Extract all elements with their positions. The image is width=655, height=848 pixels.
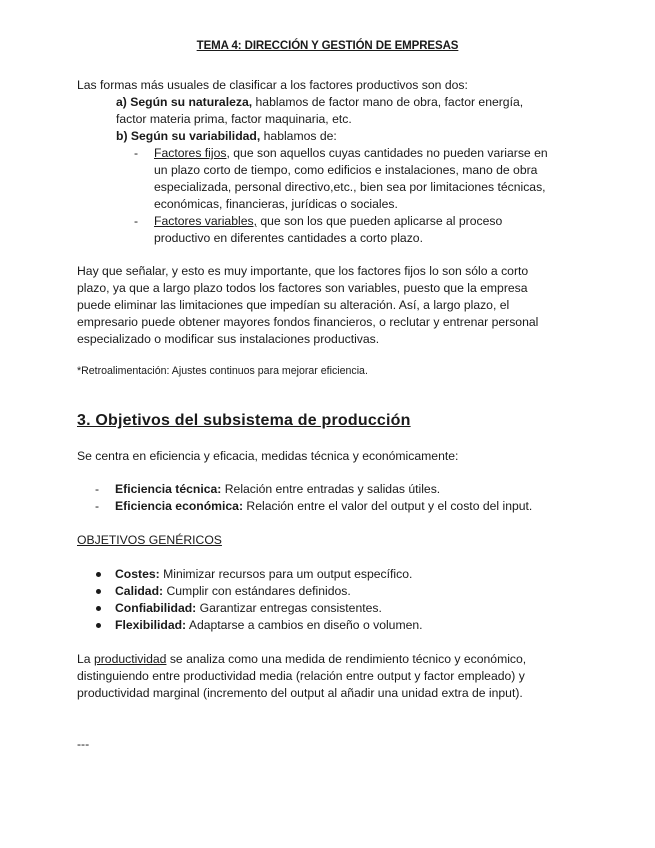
naturaleza-label: a) Según su naturaleza, — [116, 95, 253, 109]
objective-text: Cumplir con estándares definidos. — [163, 584, 351, 598]
objective-label: Flexibilidad: — [115, 618, 187, 632]
separator: --- — [77, 737, 90, 751]
factores-section — [77, 77, 577, 247]
objective-label: Costes: — [115, 567, 160, 581]
objective-label: Calidad: — [115, 584, 164, 598]
naturaleza-item — [77, 94, 577, 111]
efficiency-list — [77, 481, 577, 515]
bullet-icon — [96, 589, 101, 594]
factores-fijos-item — [77, 145, 577, 213]
naturaleza-cont: factor materia prima, factor maquinaria, etc. — [116, 112, 352, 126]
eff-label: Eficiencia técnica: — [115, 482, 222, 496]
prod-post: se analiza como una medida de rendimiento técnico y económico, — [166, 652, 527, 666]
page-title: TEMA 4: DIRECCIÓN Y GESTIÓN DE EMPRESAS — [196, 40, 459, 52]
generic-objectives-heading: OBJETIVOS GENÉRICOS — [77, 533, 222, 547]
fijos-line-1: un plazo corto de tiempo, como edificios e instalaciones, mano de obra — [154, 163, 538, 177]
factores-variables-item — [77, 213, 577, 247]
list-item — [77, 617, 577, 634]
intro-text: Las formas más usuales de clasificar a los factores productivos son dos: — [77, 78, 468, 92]
footnote: *Retroalimentación: Ajustes continuos para mejorar eficiencia. — [77, 365, 368, 377]
section-intro: Se centra en eficiencia y eficacia, medidas técnica y económicamente: — [77, 449, 459, 463]
dash-bullet: - — [134, 214, 139, 228]
para2-line: Hay que señalar, y esto es muy importante, que los factores fijos lo son sólo a corto — [77, 264, 529, 278]
para2-line: plazo, ya que a largo plazo todos los factores son variables, puesto que la empresa — [77, 281, 528, 295]
para2-line: puede eliminar las limitaciones que impedían su alteración. Así, a largo plazo, el — [77, 298, 510, 312]
variabilidad-text: hablamos de: — [260, 129, 337, 143]
list-item — [77, 600, 577, 617]
eff-label: Eficiencia económica: — [115, 499, 244, 513]
factores-fijos-term: Factores fijos — [154, 146, 227, 160]
eff-text: Relación entre el valor del output y el costo del input. — [243, 499, 533, 513]
dash-bullet: - — [95, 482, 100, 496]
bullet-icon — [96, 572, 101, 577]
para2-line: empresario puede obtener mayores fondos financieros, o reclutar y entrenar personal — [77, 315, 539, 329]
naturaleza-text: hablamos de factor mano de obra, factor energía, — [252, 95, 524, 109]
variabilidad-item — [77, 128, 577, 145]
list-item — [77, 481, 577, 498]
objective-label: Confiabilidad: — [115, 601, 197, 615]
factores-variables-term: Factores variables, — [154, 214, 257, 228]
productividad-paragraph — [77, 651, 577, 702]
bullet-icon — [96, 623, 101, 628]
fijos-line-2: especializada, personal directivo,etc., bien sea por limitaciones técnicas, — [154, 180, 546, 194]
list-item — [77, 566, 577, 583]
prod-line: distinguiendo entre productividad media (relación entre output y factor empleado) y — [77, 669, 525, 683]
dash-bullet: - — [95, 499, 100, 513]
para2-line: especializado o modificar sus instalaciones productivas. — [77, 332, 380, 346]
section-heading: 3. Objetivos del subsistema de producción — [77, 412, 411, 429]
objective-text: Garantizar entregas consistentes. — [196, 601, 382, 615]
corto-largo-paragraph — [77, 263, 577, 348]
variables-line-0: que son los que pueden aplicarse al proceso — [256, 214, 503, 228]
variabilidad-label: b) Según su variabilidad, — [116, 129, 261, 143]
objective-text: Minimizar recursos para um output específico. — [159, 567, 413, 581]
list-item — [77, 498, 577, 515]
fijos-line-3: económicas, financieras, jurídicas o sociales. — [154, 197, 398, 211]
eff-text: Relación entre entradas y salidas útiles. — [221, 482, 441, 496]
productividad-term: productividad — [93, 652, 167, 666]
dash-bullet: - — [134, 146, 139, 160]
prod-pre: La — [77, 652, 94, 666]
prod-line: productividad marginal (incremento del output al añadir una unidad extra de input). — [77, 686, 523, 700]
fijos-line-0: , que son aquellos cuyas cantidades no pueden variarse en — [226, 146, 548, 160]
bullet-icon — [96, 606, 101, 611]
variables-line-1: productivo en diferentes cantidades a corto plazo. — [154, 231, 423, 245]
objectives-list — [77, 566, 577, 634]
objective-text: Adaptarse a cambios en diseño o volumen. — [186, 618, 423, 632]
list-item — [77, 583, 577, 600]
